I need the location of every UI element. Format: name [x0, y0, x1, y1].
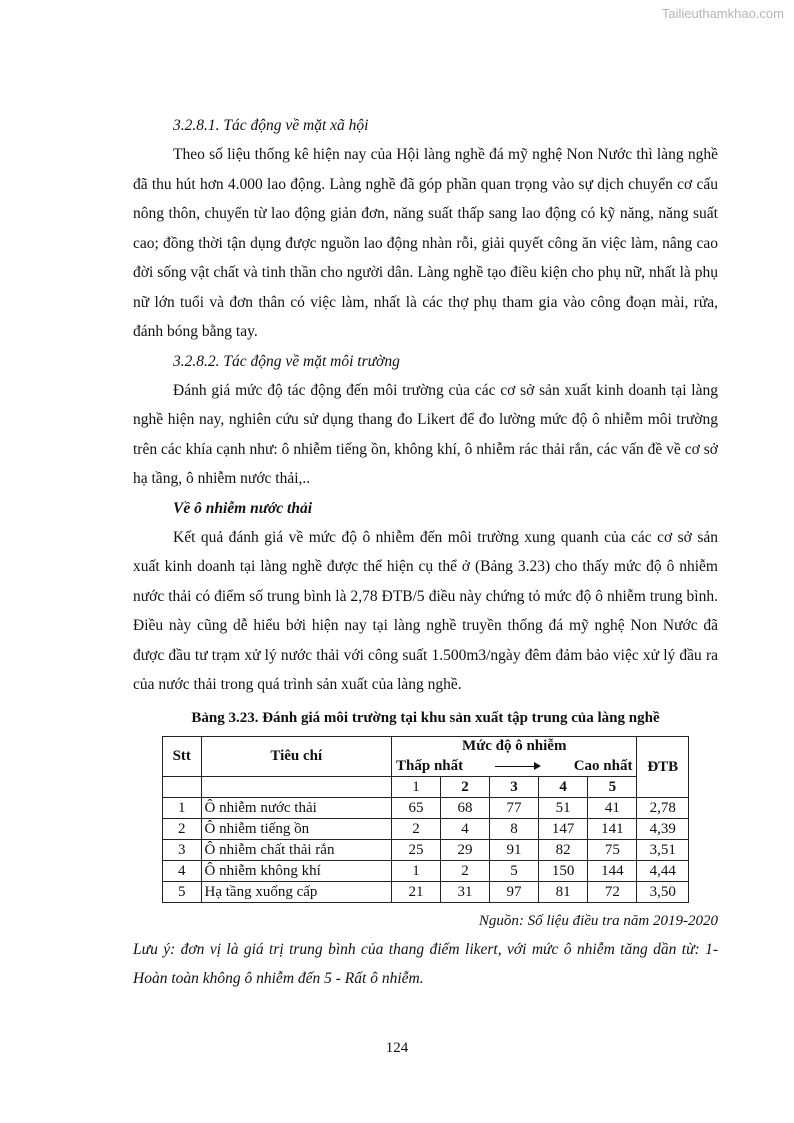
row-v2: 29	[441, 839, 490, 860]
header-stt: Stt	[163, 736, 202, 776]
header-scale-3: 3	[489, 776, 538, 797]
header-scale-5: 5	[588, 776, 637, 797]
header-level: Mức độ ô nhiễm	[392, 736, 637, 756]
pollution-table	[162, 736, 689, 903]
table-source: Nguồn: Số liệu điều tra năm 2019-2020	[478, 912, 718, 929]
row-v4: 147	[538, 818, 587, 839]
header-avg: ĐTB	[637, 736, 689, 797]
row-v1: 65	[392, 797, 441, 818]
row-avg: 3,50	[637, 881, 689, 902]
header-low: Thấp nhất	[396, 757, 464, 774]
table-row	[163, 818, 689, 839]
header-range	[392, 756, 637, 777]
row-v4: 81	[538, 881, 587, 902]
row-v1: 25	[392, 839, 441, 860]
row-name: Ô nhiễm nước thải	[201, 797, 392, 818]
row-stt: 3	[163, 839, 202, 860]
paragraph-environment: Đánh giá mức độ tác động đến môi trường của các cơ sở sản xuất kinh doanh tại làng nghề hiện nay, nghiên cứu sử dụng thang đo Likert để đo lường mức độ ô nhiễm môi trường trên các khía cạnh như: ô nhiễm tiếng ồn, không khí, ô nhiễm rác thải rắn, các vấn đề về cơ sở hạ tầng, ô nhiễm nước thải,..	[133, 381, 718, 487]
row-v3: 8	[489, 818, 538, 839]
row-name: Ô nhiễm chất thải rắn	[201, 839, 392, 860]
table-row	[163, 839, 689, 860]
header-scale-4: 4	[538, 776, 587, 797]
paragraph-wastewater: Kết quả đánh giá về mức độ ô nhiễm đến môi trường xung quanh của các cơ sở sản xuất kinh doanh tại làng nghề được thể hiện cụ thể ở (Bảng 3.23) cho thấy mức độ ô nhiễm nước thải có điểm số trung bình là 2,78 ĐTB/5 điều này chứng tỏ mức độ ô nhiễm trung bình. Điều này cũng dễ hiểu bởi hiện nay tại làng nghề truyền thống đá mỹ nghệ Non Nước đã được đầu tư trạm xử lý nước thải với công suất 1.500m3/ngày đêm đảm bảo việc xử lý đầu ra của nước thải trong quá trình sản xuất của làng nghề.	[133, 528, 718, 693]
paragraph-social: Theo số liệu thống kê hiện nay của Hội làng nghề đá mỹ nghệ Non Nước thì làng nghề đã thu hút hơn 4.000 lao động. Làng nghề đã góp phần quan trọng vào sự dịch chuyển cơ cấu nông thôn, chuyển từ lao động giản đơn, năng suất thấp sang lao động có kỹ năng, năng suất cao; đồng thời tận dụng được nguồn lao động nhàn rỗi, giải quyết công ăn việc làm, nâng cao đời sống vật chất và tinh thần cho người dân. Làng nghề tạo điều kiện cho phụ nữ, nhất là phụ nữ lớn tuổi và đơn thân có việc làm, nhất là các thợ phụ tham gia vào công đoạn mài, rửa, đánh bóng bằng tay.	[133, 146, 718, 340]
page-content	[133, 111, 718, 993]
row-name: Hạ tầng xuống cấp	[201, 881, 392, 902]
row-v4: 51	[538, 797, 587, 818]
row-v5: 41	[588, 797, 637, 818]
header-stt-blank	[163, 776, 202, 797]
row-v2: 31	[441, 881, 490, 902]
row-v2: 4	[441, 818, 490, 839]
table-row	[163, 860, 689, 881]
row-v3: 91	[489, 839, 538, 860]
row-v5: 141	[588, 818, 637, 839]
table-note: Lưu ý: đơn vị là giá trị trung bình của thang điểm likert, với mức ô nhiễm tăng dần từ: 1- Hoàn toàn không ô nhiễm đến 5 - Rất ô nhiễm.	[133, 940, 718, 987]
table-row	[163, 881, 689, 902]
section-heading-social: 3.2.8.1. Tác động về mặt xã hội	[173, 117, 369, 134]
row-v3: 77	[489, 797, 538, 818]
row-v4: 150	[538, 860, 587, 881]
section-heading-environment: 3.2.8.2. Tác động về mặt môi trường	[173, 352, 400, 370]
row-v2: 68	[441, 797, 490, 818]
row-stt: 2	[163, 818, 202, 839]
row-v5: 144	[588, 860, 637, 881]
header-scale-2: 2	[441, 776, 490, 797]
row-v3: 97	[489, 881, 538, 902]
row-v2: 2	[441, 860, 490, 881]
header-high: Cao nhất	[573, 757, 633, 774]
watermark: Tailieuthamkhao.com	[661, 6, 784, 21]
header-criteria: Tiêu chí	[201, 736, 392, 776]
row-avg: 4,44	[637, 860, 689, 881]
row-v5: 75	[588, 839, 637, 860]
row-name: Ô nhiễm không khí	[201, 860, 392, 881]
header-scale-1: 1	[392, 776, 441, 797]
table-caption: Bảng 3.23. Đánh giá môi trường tại khu sản xuất tập trung của làng nghề	[191, 709, 660, 726]
row-stt: 1	[163, 797, 202, 818]
row-v4: 82	[538, 839, 587, 860]
row-v1: 21	[392, 881, 441, 902]
row-v3: 5	[489, 860, 538, 881]
subheading-wastewater: Về ô nhiễm nước thải	[173, 499, 313, 517]
row-v1: 2	[392, 818, 441, 839]
row-v5: 72	[588, 881, 637, 902]
page-number: 124	[385, 1040, 409, 1056]
row-avg: 2,78	[637, 797, 689, 818]
row-avg: 3,51	[637, 839, 689, 860]
row-v1: 1	[392, 860, 441, 881]
row-avg: 4,39	[637, 818, 689, 839]
row-stt: 5	[163, 881, 202, 902]
arrow-right-icon	[495, 761, 541, 771]
table-row	[163, 797, 689, 818]
row-name: Ô nhiễm tiếng ồn	[201, 818, 392, 839]
row-stt: 4	[163, 860, 202, 881]
header-criteria-blank	[201, 776, 392, 797]
